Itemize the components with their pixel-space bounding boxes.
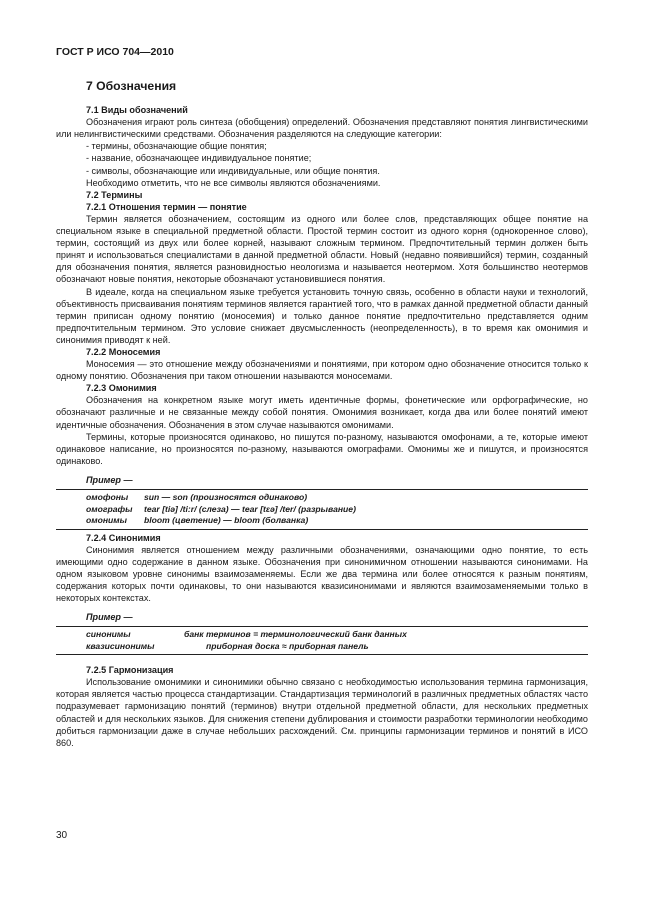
paragraph-7-2-3-a: Обозначения на конкретном языке могут иметь идентичные формы, фонетические или орфографические, но обозначают различные и не связанные между собой понятия. Омонимия возникает, когда два или более понятий имеют идентичные обозначения. Обозначения в этом случае называются омонимами. [56, 395, 588, 430]
example-text: банк терминов = терминологический банк данных [184, 629, 407, 640]
heading-7-2-2: 7.2.2 Моносемия [86, 346, 161, 357]
example-text: bloom (цветение) — bloom (болванка) [144, 515, 309, 525]
note-7-1: Необходимо отметить, что не все символы являются обозначениями. [86, 177, 381, 188]
paragraph-7-2-5: Использование омонимики и синонимики обычно связано с необходимостью использования термина гармонизация, которая является частью процесса стандартизации. Стандартизация терминологий в различных предметных областях часто подразумевает гармонизацию понятий (терминов) внутри отдельной предметной области, для нескольких предметных областей и для нескольких языков. Для снижения степени дублирования и стоимости разработки терминологии необходимо добиться гармонизации даже в случае небольших расхождений. См. принципы гармонизации терминов и понятий в ИСО 860. [56, 677, 588, 748]
example-term: квазисинонимы [86, 640, 155, 651]
heading-7-2-4: 7.2.4 Синонимия [86, 532, 161, 543]
list-item: - название, обозначающее индивидуальное понятие; [86, 153, 312, 164]
paragraph-7-2-4: Синонимия является отношением между различными обозначениями, означающими одно понятие, то есть имеющими одно содержание в данном языке. Обозначения при синонимичном отношении называются синонимами. На одном языковом уровне синонимы взаимозаменяемы. Если же два термина или более относятся к разным понятиям, содержания которых почти одинаковы, то они называются квазисинонимами и являются взаимозаменяемыми только в некоторых контекстах. [56, 544, 588, 603]
heading-7-2-5: 7.2.5 Гармонизация [86, 665, 174, 676]
example-text: приборная доска ≈ приборная панель [206, 640, 369, 651]
document-body [56, 80, 588, 749]
heading-7-2: 7.2 Термины [86, 189, 143, 200]
paragraph-7-2-3-b: Термины, которые произносятся одинаково, но пишутся по-разному, называются омофонами, а те, которые имеют одинаковое написание, но произносятся по-разному, называются омографами. Омонимы же и пишутся, и произносятся одинаково. [56, 431, 588, 466]
example-text: sun — son (произносятся одинаково) [144, 492, 308, 502]
heading-7-2-1: 7.2.1 Отношения термин — понятие [86, 201, 247, 212]
list-item: - символы, обозначающие или индивидуальные, или общие понятия. [86, 165, 380, 176]
heading-7-1: 7.1 Виды обозначений [86, 105, 188, 116]
page-number: 30 [56, 830, 68, 841]
example-term: омонимы [86, 515, 127, 525]
example-label: Пример — [86, 474, 133, 485]
list-item: - термины, обозначающие общие понятия; [86, 141, 267, 152]
example-box-homonyms [56, 489, 588, 530]
paragraph-7-1: Обозначения играют роль синтеза (обобщения) определений. Обозначения представляют понятия лингвистическими или нелингвистическими средствами. Обозначения разделяются на следующие категории: [56, 117, 588, 140]
section-title: 7 Обозначения [86, 79, 177, 93]
example-row [86, 504, 588, 516]
example-label: Пример — [86, 612, 133, 623]
example-row [86, 641, 588, 653]
paragraph-7-2-1-a: Термин является обозначением, состоящим из одного или более слов, представляющих общее понятие на специальном языке в специальной предметной области. Простой термин состоит из одного корня (однокоренное слово), термин, состоящий из двух или более корней, называют сложным термином. Предпочтительный термин должен быть принят и использоваться специалистами в данной предметной области. Новый (недавно появившийся) термин, созданный для обозначения понятия, является разновидностью неологизма и называется неотермом. Хотя большинство неотермов обозначают новые понятия, некоторые обозначают установившиеся понятия. [56, 213, 588, 285]
example-row [86, 629, 588, 641]
paragraph-7-2-2: Моносемия — это отношение между обозначениями и понятиями, при котором одно обозначение относится только к одному понятию. Обозначения при таком отношении называются моносемами. [56, 359, 588, 382]
example-row [86, 492, 588, 504]
example-term: омофоны [86, 492, 129, 502]
example-box-synonyms [56, 626, 588, 655]
example-row [86, 515, 588, 527]
example-term: омографы [86, 503, 133, 514]
heading-7-2-3: 7.2.3 Омонимия [86, 383, 157, 394]
example-text: tear [tiə] /ti:r/ (слеза) — tear [tɛə] /ter/ (разрывание) [144, 503, 356, 514]
paragraph-7-2-1-b: В идеале, когда на специальном языке требуется установить точную связь, особенно в области науки и технологий, объективность присваивания понятиям терминов является гарантией того, что в рамках данной предметной области данный термин приписан одному понятию (моносемия) и только данное понятие предпочтительно представляется одним предпочтительным термином. Это условие снижает двусмысленность (неопределенность), в то время как омонимия и синонимия приводят к ней. [56, 286, 588, 345]
document-header: ГОСТ Р ИСО 704—2010 [56, 46, 174, 58]
example-term: синонимы [86, 629, 131, 640]
